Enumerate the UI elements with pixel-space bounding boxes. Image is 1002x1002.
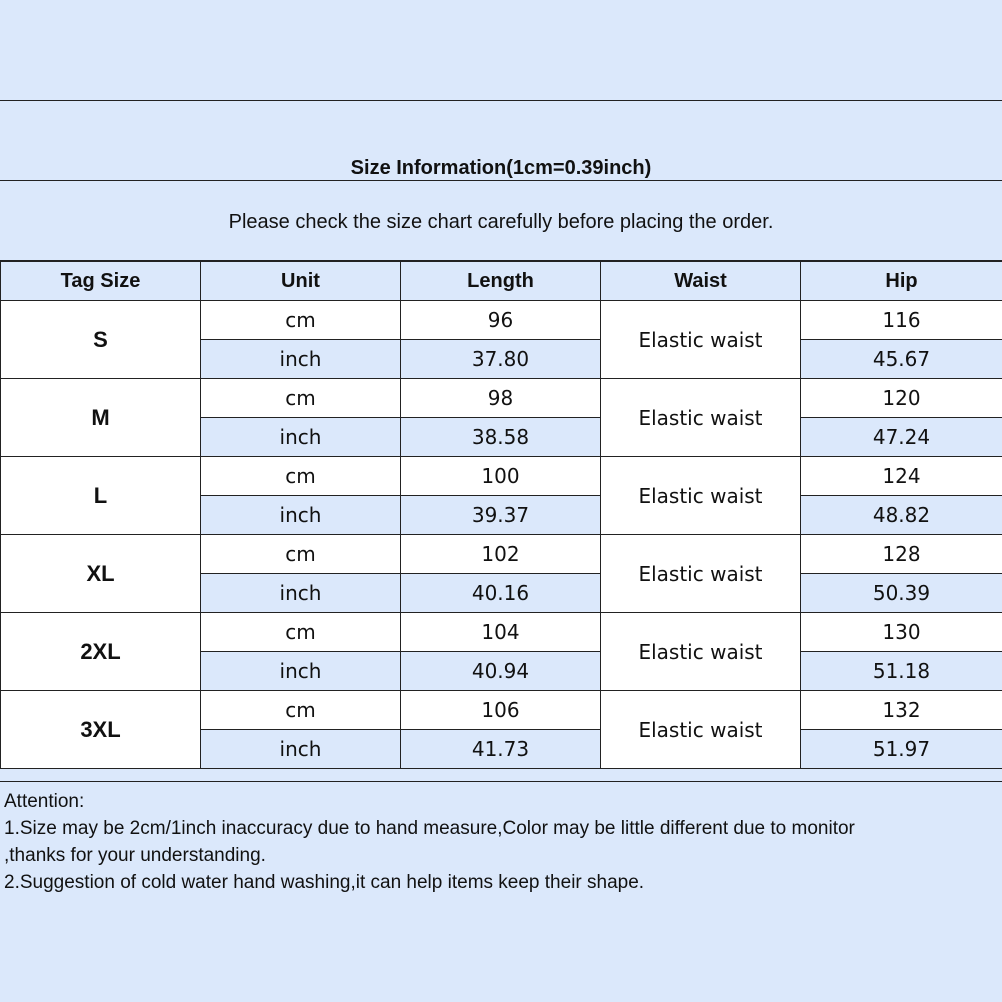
table-row [1,301,1002,340]
unit-cell: cm [201,301,401,340]
order-notice: Please check the size chart carefully before placing the order. [228,211,774,233]
waist-cell: Elastic waist [601,457,801,535]
waist-cell: Elastic waist [601,613,801,691]
unit-cell: inch [201,730,401,769]
hip-cell: 51.97 [801,730,1002,769]
length-cell: 100 [401,457,601,496]
hip-cell: 132 [801,691,1002,730]
attention-heading: Attention: [4,791,85,812]
header-waist: Waist [601,262,801,301]
length-cell: 40.16 [401,574,601,613]
attention-line: 1.Size may be 2cm/1inch inaccuracy due to hand measure,Color may be little different due to monitor [4,818,855,839]
hip-cell: 48.82 [801,496,1002,535]
hip-cell: 130 [801,613,1002,652]
size-chart [0,100,1002,894]
unit-cell: cm [201,457,401,496]
tag-size-cell: M [1,379,201,457]
length-cell: 41.73 [401,730,601,769]
unit-cell: cm [201,379,401,418]
hip-cell: 45.67 [801,340,1002,379]
unit-cell: inch [201,340,401,379]
attention-notes [0,781,1002,894]
length-cell: 96 [401,301,601,340]
table-row [1,457,1002,496]
length-cell: 39.37 [401,496,601,535]
length-cell: 106 [401,691,601,730]
header-row [1,262,1002,301]
tag-size-cell: L [1,457,201,535]
notice-band [0,181,1002,261]
length-cell: 38.58 [401,418,601,457]
length-cell: 37.80 [401,340,601,379]
tag-size-cell: S [1,301,201,379]
unit-cell: cm [201,613,401,652]
unit-cell: cm [201,691,401,730]
waist-cell: Elastic waist [601,379,801,457]
title-band [0,101,1002,181]
tag-size-cell: 3XL [1,691,201,769]
header-hip: Hip [801,262,1002,301]
table-row [1,613,1002,652]
length-cell: 98 [401,379,601,418]
unit-cell: inch [201,418,401,457]
attention-line: ,thanks for your understanding. [4,845,266,866]
unit-cell: cm [201,535,401,574]
header-tag-size: Tag Size [1,262,201,301]
length-cell: 40.94 [401,652,601,691]
table-row [1,379,1002,418]
waist-cell: Elastic waist [601,301,801,379]
hip-cell: 124 [801,457,1002,496]
hip-cell: 128 [801,535,1002,574]
size-table [0,261,1002,769]
unit-cell: inch [201,496,401,535]
length-cell: 104 [401,613,601,652]
length-cell: 102 [401,535,601,574]
waist-cell: Elastic waist [601,535,801,613]
chart-title: Size Information(1cm=0.39inch) [350,157,652,179]
table-row [1,535,1002,574]
hip-cell: 116 [801,301,1002,340]
waist-cell: Elastic waist [601,691,801,769]
hip-cell: 51.18 [801,652,1002,691]
attention-line: 2.Suggestion of cold water hand washing,it can help items keep their shape. [4,872,645,893]
hip-cell: 120 [801,379,1002,418]
header-unit: Unit [201,262,401,301]
header-length: Length [401,262,601,301]
unit-cell: inch [201,652,401,691]
table-row [1,691,1002,730]
hip-cell: 50.39 [801,574,1002,613]
tag-size-cell: XL [1,535,201,613]
unit-cell: inch [201,574,401,613]
tag-size-cell: 2XL [1,613,201,691]
hip-cell: 47.24 [801,418,1002,457]
